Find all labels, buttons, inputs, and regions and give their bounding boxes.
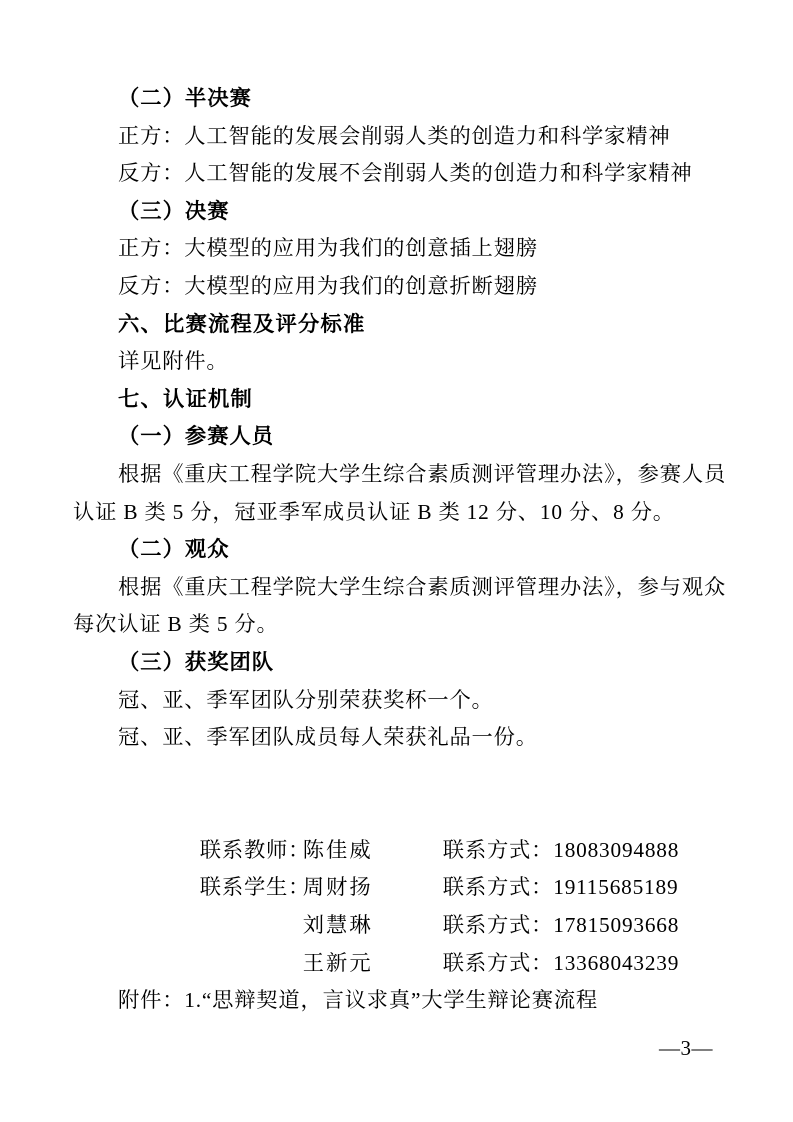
final-pro-line: 正方：大模型的应用为我们的创意插上翅膀	[118, 236, 538, 261]
page-number: —3—	[659, 1036, 713, 1060]
contact-name: 陈佳威	[302, 837, 373, 862]
section-heading-seven: 七、认证机制	[118, 386, 253, 411]
contact-phone-number: 18083094888	[553, 837, 680, 862]
contact-phone-number: 17815093668	[553, 913, 680, 938]
subheading-participants: （一）参赛人员	[118, 424, 275, 449]
contact-label: 联系学生：	[199, 875, 311, 900]
contact-label: 联系教师：	[199, 837, 311, 862]
final-con-line: 反方：大模型的应用为我们的创意折断翅膀	[118, 273, 538, 298]
participants-rule-line-1: 根据《重庆工程学院大学生综合素质测评管理办法》，参赛人员	[118, 461, 727, 486]
trophy-award-line: 冠、亚、季军团队分别荣获奖杯一个。	[118, 687, 494, 712]
semifinal-con-line: 反方：人工智能的发展不会削弱人类的创造力和科学家精神	[118, 161, 693, 186]
see-attachment-line: 详见附件。	[118, 349, 229, 374]
subheading-final: （三）决赛	[118, 198, 230, 223]
contact-phone-number: 19115685189	[553, 875, 679, 900]
contact-name: 周财扬	[302, 875, 373, 900]
subheading-winning-teams: （三）获奖团队	[118, 649, 275, 674]
audience-rule-line-1: 根据《重庆工程学院大学生综合素质测评管理办法》，参与观众	[118, 574, 727, 599]
gift-award-line: 冠、亚、季军团队成员每人荣获礼品一份。	[118, 725, 538, 750]
contact-phone-label: 联系方式：	[442, 837, 554, 862]
contact-row-teacher	[73, 794, 735, 862]
section-heading-six: 六、比赛流程及评分标准	[118, 311, 366, 336]
blank-line	[73, 757, 735, 795]
contact-phone-label: 联系方式：	[442, 913, 554, 938]
audience-rule-line-2: 每次认证 B 类 5 分。	[73, 612, 279, 637]
subheading-semifinal: （二）半决赛	[118, 86, 252, 110]
contact-name: 王新元	[302, 950, 373, 975]
participants-rule-line-2: 认证 B 类 5 分，冠亚季军成员认证 B 类 12 分、10 分、8 分。	[73, 499, 675, 524]
contact-phone-label: 联系方式：	[442, 950, 554, 975]
attachment-line: 附件：1.“思辩契道，言议求真”大学生辩论赛流程	[118, 988, 599, 1013]
contact-phone-number: 13368043239	[553, 950, 680, 975]
contact-name: 刘慧琳	[302, 913, 373, 938]
subheading-audience: （二）观众	[118, 537, 230, 562]
contact-phone-label: 联系方式：	[442, 875, 554, 900]
document-body	[73, 80, 735, 1020]
semifinal-pro-line: 正方：人工智能的发展会削弱人类的创造力和科学家精神	[118, 123, 671, 148]
